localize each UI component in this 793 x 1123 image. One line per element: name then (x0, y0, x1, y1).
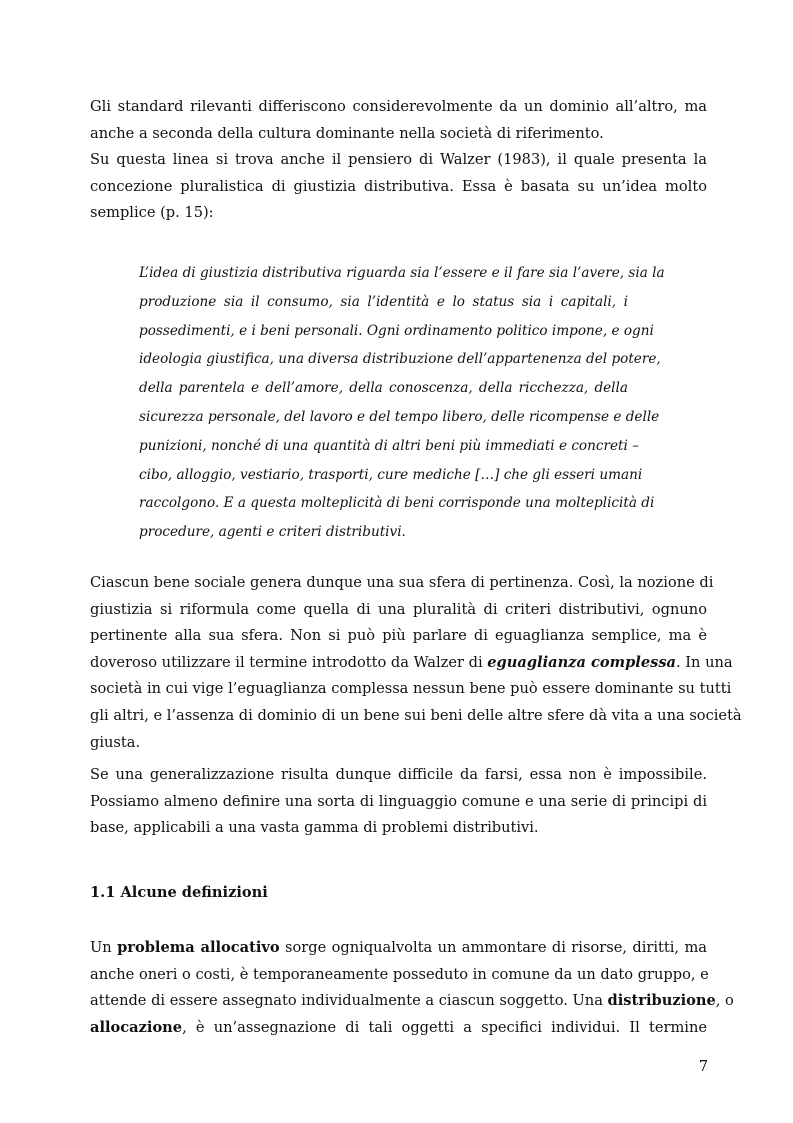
quote-line: procedure, agenti e criteri distributivi. (139, 524, 406, 541)
paragraph-generalization (90, 762, 707, 842)
page-number: 7 (698, 1058, 708, 1075)
section-heading: 1.1 Alcune definizioni (90, 884, 268, 901)
text-line (90, 988, 734, 1015)
text-line: Possiamo almeno definire una sorta di linguaggio comune e una serie di principi di (90, 792, 707, 810)
text-run: Un (90, 939, 118, 956)
text-run: attende di essere assegnato individualmente a ciascun soggetto. Una (90, 992, 608, 1010)
block-quote (139, 259, 665, 547)
text-line: anche a seconda della cultura dominante nella società di riferimento. (90, 124, 604, 142)
emphasized-term: eguaglianza complessa (487, 653, 676, 671)
quote-line: punizioni, nonché di una quantità di altri beni più immediati e concreti – (139, 437, 639, 454)
paragraph-definitions (90, 935, 734, 1041)
text-line: giusta. (90, 733, 141, 751)
text-line: gli altri, e l’assenza di dominio di un bene sui beni delle altre sfere dà vita a una società (90, 706, 742, 724)
text-line: Ciascun bene sociale genera dunque una sua sfera di pertinenza. Così, la nozione di (90, 574, 714, 591)
text-line (90, 935, 707, 962)
paragraph-walzer (90, 147, 707, 227)
text-run: doveroso utilizzare il termine introdotto da Walzer di (90, 653, 488, 671)
quote-line: raccolgono. E a questa molteplicità di beni corrisponde una molteplicità di (139, 495, 655, 512)
text-line: società in cui vige l’eguaglianza complessa nessun bene può essere dominante su tutti (90, 680, 732, 698)
text-run: , è un’assegnazione di tali oggetti a specifici individui. Il termine (182, 1018, 707, 1036)
quote-line: ideologia giustifica, una diversa distribuzione dell’appartenenza del potere, (139, 351, 661, 368)
text-line: base, applicabili a una vasta gamma di problemi distributivi. (90, 819, 539, 837)
paragraph-social-good (90, 570, 742, 756)
text-run: . In una (676, 653, 733, 671)
quote-line: produzione sia il consumo, sia l’identità e lo status sia i capitali, i (139, 293, 628, 310)
text-line: Gli standard rilevanti differiscono considerevolmente da un dominio all’altro, ma (90, 98, 707, 115)
text-line: Se una generalizzazione risulta dunque difficile da farsi, essa non è impossibile. (90, 766, 707, 783)
quote-line: possedimenti, e i beni personali. Ogni ordinamento politico impone, e ogni (139, 322, 654, 339)
text-line: semplice (p. 15): (90, 204, 214, 222)
text-run: sorge ogniqualvolta un ammontare di risorse, diritti, ma (279, 939, 707, 956)
text-line: concezione pluralistica di giustizia distributiva. Essa è basata su un’idea molto (90, 177, 707, 195)
bold-term: allocazione (90, 1018, 183, 1036)
text-line: giustizia si riformula come quella di una pluralità di criteri distributivi, ognuno (90, 600, 707, 618)
quote-line: cibo, alloggio, vestiario, trasporti, cure mediche […] che gli esseri umani (139, 466, 643, 483)
bold-term: distribuzione (607, 992, 716, 1010)
text-line: anche oneri o costi, è temporaneamente posseduto in comune da un dato gruppo, e (90, 965, 709, 983)
quote-line: sicurezza personale, del lavoro e del tempo libero, delle ricompense e delle (139, 408, 660, 425)
text-run: , o (715, 992, 734, 1010)
bold-term: problema allocativo (117, 939, 280, 956)
text-line: Su questa linea si trova anche il pensiero di Walzer (1983), il quale presenta la (90, 151, 707, 168)
quote-line: L’idea di giustizia distributiva riguarda sia l’essere e il fare sia l’avere, sia la (139, 265, 665, 281)
text-line: pertinente alla sua sfera. Non si può più parlare di eguaglianza semplice, ma è (90, 627, 707, 645)
text-line (90, 650, 733, 677)
quote-line: della parentela e dell’amore, della conoscenza, della ricchezza, della (139, 380, 628, 397)
paragraph-standards (90, 94, 707, 147)
text-line (90, 1015, 707, 1042)
